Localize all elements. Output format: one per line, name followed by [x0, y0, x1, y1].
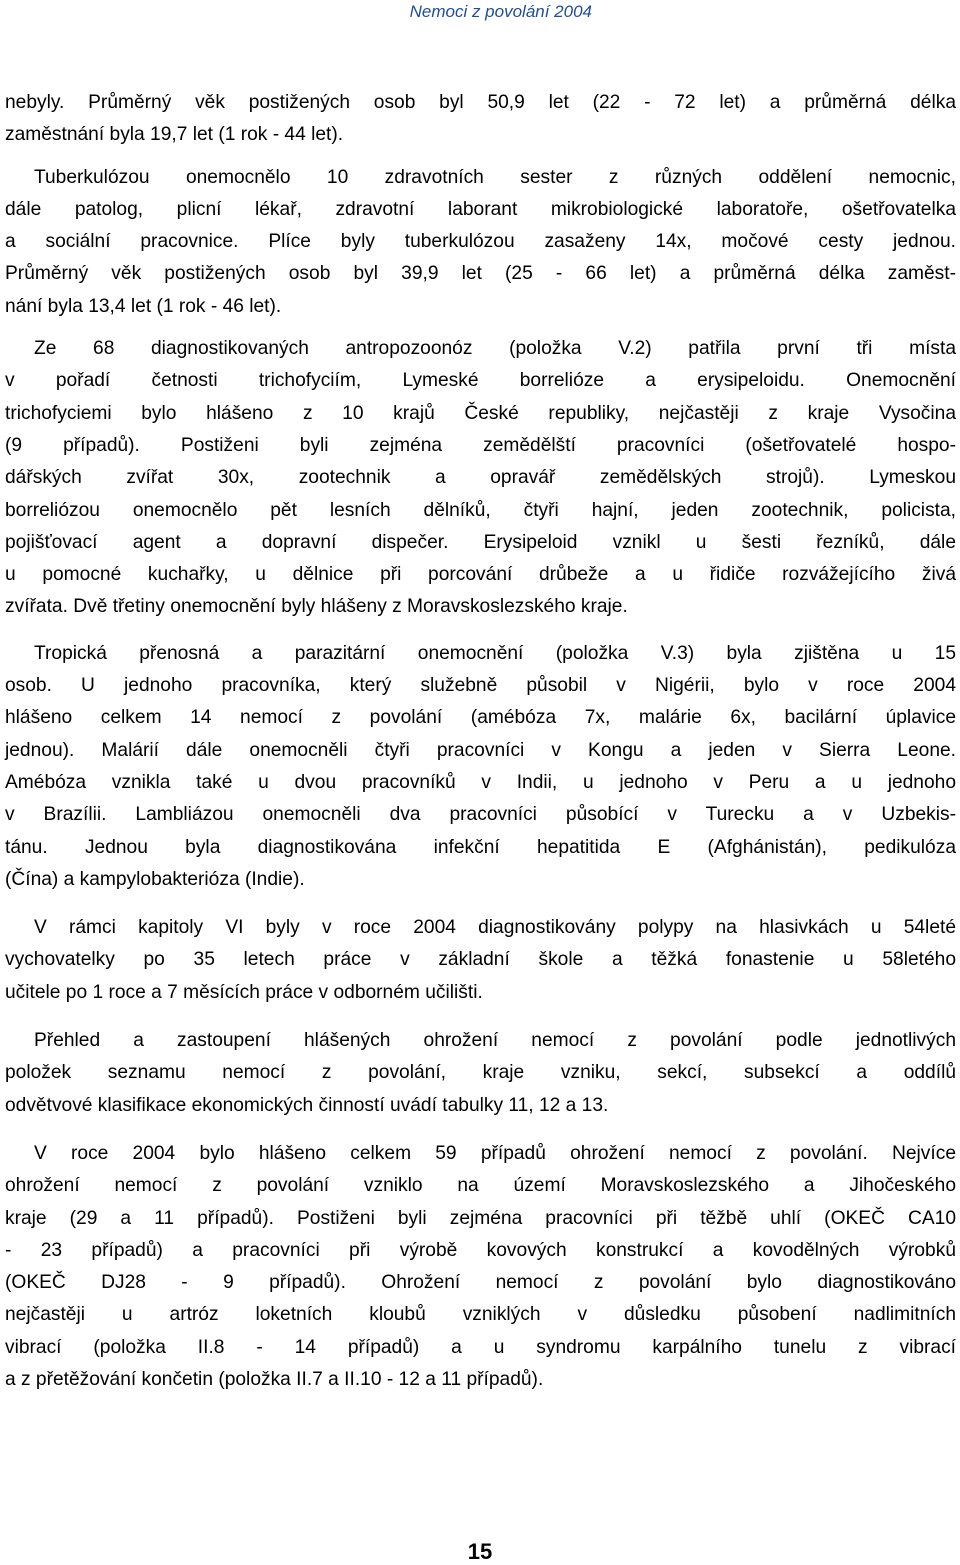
page-number: 15 — [467, 1539, 493, 1564]
text-line: (9 případů). Postiženi byli zejména zemědělští pracovníci (ošetřovatelé hospo- — [5, 434, 956, 456]
text-line: nejčastěji u artróz loketních kloubů vzniklých v důsledku působení nadlimitních — [5, 1304, 956, 1326]
paragraph-threats-2004 — [5, 1138, 956, 1396]
text-line: položek seznamu nemocí z povolání, kraje vzniku, sekcí, subsekcí a oddílů — [5, 1062, 956, 1084]
text-line: vychovatelky po 35 letech práce v základní škole a těžká fonastenie u 58letého — [5, 949, 956, 971]
text-line: zaměstnání byla 19,7 let (1 rok - 44 let). — [5, 124, 344, 146]
text-line: (OKEČ DJ28 - 9 případů). Ohrožení nemocí z povolání bylo diagnostikováno — [5, 1272, 956, 1294]
text-line: u pomocné kuchařky, u dělnice při porcování drůbeže a u řidiče rozvážejícího živá — [5, 564, 956, 586]
text-line: Tuberkulózou onemocnělo 10 zdravotních sester z různých oddělení nemocnic, — [34, 166, 956, 188]
text-line: - 23 případů) a pracovníci při výrobě kovových konstrukcí a kovodělných výrobků — [5, 1239, 956, 1261]
text-line: V rámci kapitoly VI byly v roce 2004 diagnostikovány polypy na hlasivkách u 54leté — [34, 917, 956, 939]
text-line: Ze 68 diagnostikovaných antropozoonóz (položka V.2) patřila první tři místa — [34, 338, 956, 360]
text-line: tánu. Jednou byla diagnostikována infekční hepatitida E (Afghánistán), pedikulóza — [5, 836, 956, 858]
text-line: v Brazílii. Lambliázou onemocněli dva pracovníci působící v Turecku a v Uzbekis- — [5, 804, 956, 826]
paragraph-tropical-diseases — [5, 638, 956, 896]
text-line: Amébóza vznikla také u dvou pracovníků v Indii, u jednoho v Peru a u jednoho — [5, 771, 956, 793]
text-line: borreliózou onemocnělo pět lesních dělníků, čtyři hajní, jeden zootechnik, policista, — [5, 499, 956, 521]
text-line: zvířata. Dvě třetiny onemocnění byly hlášeny z Moravskoslezského kraje. — [5, 596, 628, 618]
text-line: (Čína) a kampylobakterióza (Indie). — [5, 868, 305, 890]
body-text — [5, 87, 956, 1396]
text-line: ohrožení nemocí z povolání vzniklo na území Moravskoslezského a Jihočeského — [5, 1175, 956, 1197]
paragraph-overview — [5, 1025, 956, 1122]
text-line: Průměrný věk postižených osob byl 39,9 let (25 - 66 let) a průměrná délka zaměst- — [5, 263, 956, 285]
text-line: kraje (29 a 11 případů). Postiženi byli zejména pracovníci při těžbě uhlí (OKEČ CA10 — [5, 1207, 956, 1229]
text-line: V roce 2004 bylo hlášeno celkem 59 případů ohrožení nemocí z povolání. Nejvíce — [34, 1142, 956, 1164]
paragraph-tuberculosis-continuation — [5, 87, 956, 152]
text-line: v pořadí četnosti trichofyciím, Lymeské borrelióze a erysipeloidu. Onemocnění — [5, 370, 956, 392]
text-line: Přehled a zastoupení hlášených ohrožení nemocí z povolání podle jednotlivých — [34, 1030, 956, 1052]
paragraph-chapter-vi — [5, 912, 956, 1009]
text-line: hlášeno celkem 14 nemocí z povolání (amébóza 7x, malárie 6x, bacilární úplavice — [5, 707, 956, 729]
text-line: učitele po 1 roce a 7 měsících práce v odborném učilišti. — [5, 981, 483, 1003]
text-line: osob. U jednoho pracovníka, který služebně působil v Nigérii, bylo v roce 2004 — [5, 675, 956, 697]
text-line: trichofyciemi bylo hlášeno z 10 krajů České republiky, nejčastěji z kraje Vysočina — [5, 402, 956, 424]
text-line: Tropická přenosná a parazitární onemocnění (položka V.3) byla zjištěna u 15 — [34, 642, 956, 664]
text-line: vibrací (položka II.8 - 14 případů) a u syndromu karpálního tunelu z vibrací — [5, 1336, 956, 1358]
paragraph-anthropozoonoses — [5, 333, 956, 624]
text-line: pojišťovací agent a dopravní dispečer. Erysipeloid vznikl u šesti řezníků, dále — [5, 531, 956, 553]
text-line: nebyly. Průměrný věk postižených osob byl 50,9 let (22 - 72 let) a průměrná délka — [5, 92, 956, 113]
paragraph-tuberculosis — [5, 162, 956, 323]
text-line: odvětvové klasifikace ekonomických činností uvádí tabulky 11, 12 a 13. — [5, 1094, 609, 1116]
running-header: Nemoci z povolání 2004 — [409, 2, 592, 21]
text-line: dále patolog, plicní lékař, zdravotní laborant mikrobiologické laboratoře, ošetřovatelka — [5, 198, 956, 220]
text-line: a z přetěžování končetin (položka II.7 a II.10 - 12 a 11 případů). — [5, 1368, 544, 1390]
text-line: nání byla 13,4 let (1 rok - 46 let). — [5, 295, 282, 317]
text-line: jednou). Malárií dále onemocněli čtyři pracovníci v Kongu a jeden v Sierra Leone. — [5, 739, 956, 761]
text-line: a sociální pracovnice. Plíce byly tuberkulózou zasaženy 14x, močové cesty jednou. — [5, 231, 956, 253]
text-line: dářských zvířat 30x, zootechnik a opravář zemědělských strojů). Lymeskou — [5, 467, 956, 489]
